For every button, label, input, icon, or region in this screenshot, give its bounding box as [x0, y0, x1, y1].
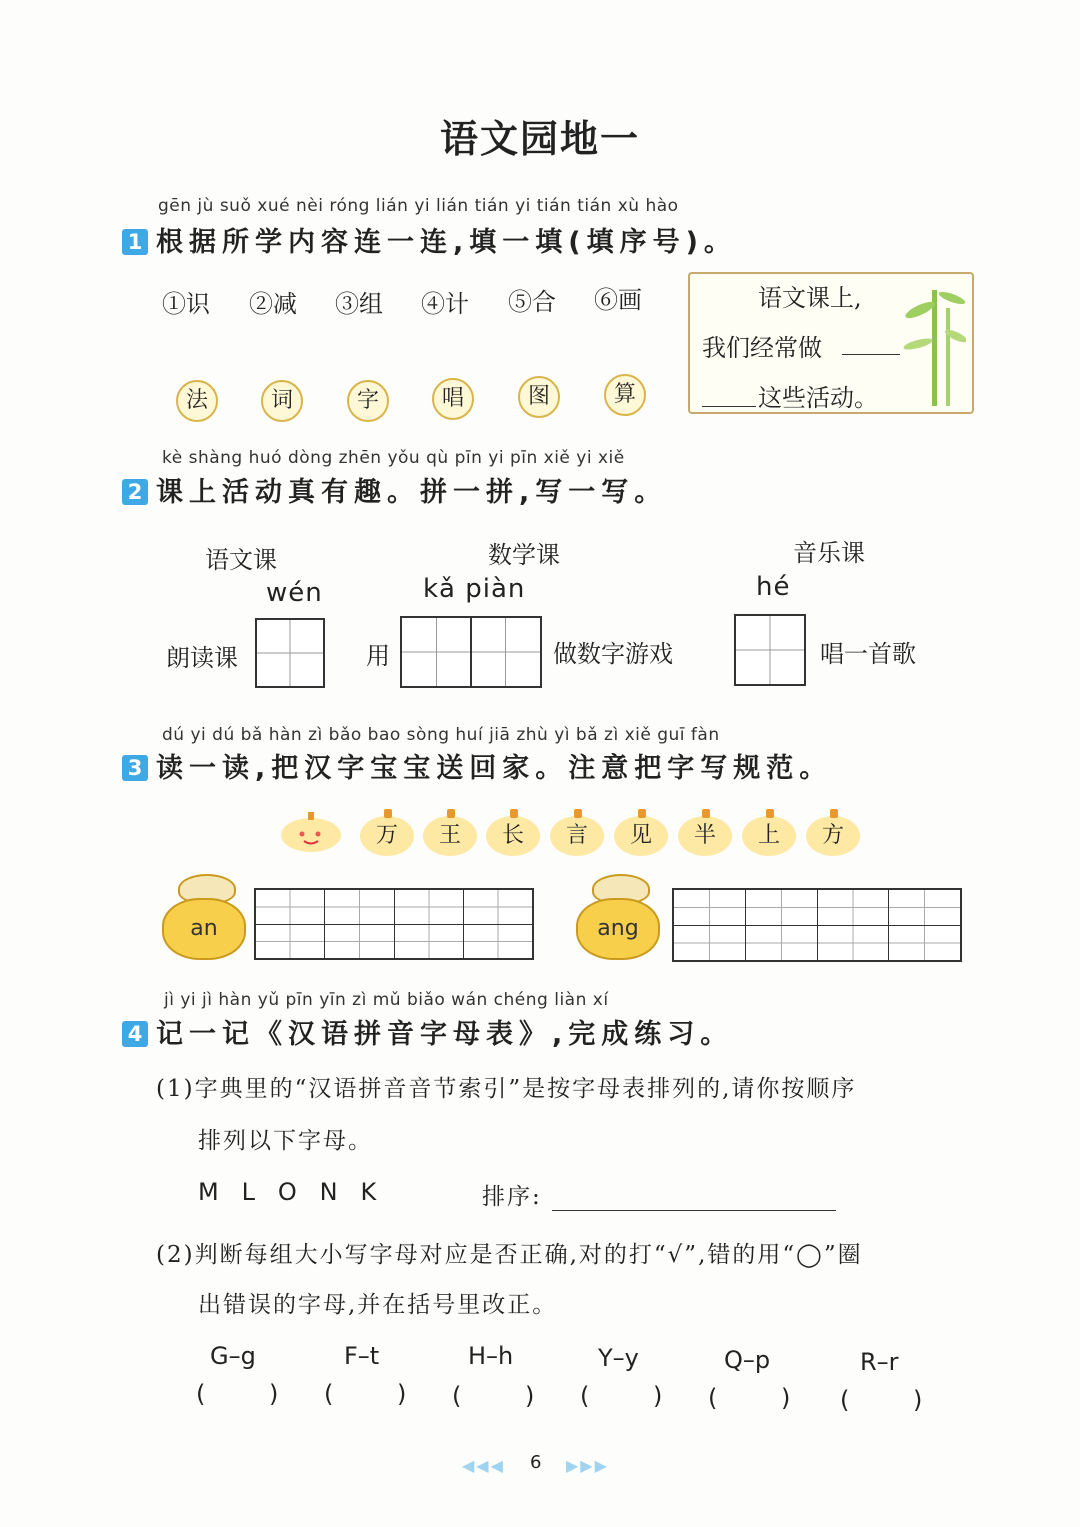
letter-pair: Q–p [724, 1346, 771, 1374]
q3-instruction [122, 746, 832, 785]
q4-part2-line2: 出错误的字母,并在括号里改正。 [198, 1292, 558, 1318]
writing-grid-kapian[interactable] [400, 616, 542, 688]
q2-pinyin: kè shàng huó dòng zhēn yǒu qù pīn yi pīn xiě yi xiě [162, 448, 625, 468]
char-leaf[interactable]: 方 [806, 816, 860, 856]
q1-circle-char[interactable]: 字 [347, 380, 389, 422]
answer-paren[interactable]: ( ) [708, 1384, 819, 1412]
letter-pair: F–t [344, 1342, 380, 1370]
pinyin-wen: wén [266, 578, 323, 608]
label-number-game: 做数字游戏 [553, 640, 673, 668]
q2-number: 2 [122, 479, 148, 505]
letter-pair: H–h [468, 1342, 514, 1370]
q4-pinyin: jì yi jì hàn yǔ pīn yīn zì mǔ biǎo wán chéng liàn xí [164, 990, 609, 1010]
answer-paren[interactable]: ( ) [452, 1382, 563, 1410]
q1-option-1: ①识 [162, 290, 210, 318]
char-leaf[interactable]: 王 [423, 816, 477, 856]
q4-part1-line2: 排列以下字母。 [198, 1128, 373, 1154]
q4-number: 4 [122, 1021, 148, 1047]
q1-option-2: ②减 [249, 290, 297, 318]
writing-grid-he[interactable] [734, 614, 806, 686]
footer-left-arrows-icon: ◀◀◀ [462, 1456, 505, 1475]
order-answer-line[interactable] [552, 1210, 836, 1211]
q4-part1-line1: (1)字典里的“汉语拼音音节索引”是按字母表排列的,请你按顺序 [156, 1076, 857, 1102]
q1-circle-char[interactable]: 算 [604, 374, 646, 416]
char-leaf[interactable]: 见 [614, 816, 668, 856]
q4-instruction [122, 1012, 733, 1051]
q4-text: 记一记《汉语拼音字母表》,完成练习。 [156, 1019, 734, 1050]
letter-pair: Y–y [598, 1344, 639, 1372]
q1-pinyin: gēn jù suǒ xué nèi róng lián yi lián tián yi tián tián xù hào [158, 196, 679, 216]
board-line-1: 语文课上, [758, 284, 862, 312]
char-leaf[interactable]: 上 [742, 816, 796, 856]
q3-pinyin: dú yi dú bǎ hàn zì bǎo bao sòng huí jiā zhù yì bǎ zì xiě guī fàn [162, 725, 720, 745]
q1-circle-char[interactable]: 图 [518, 376, 560, 418]
char-leaf[interactable]: 万 [360, 816, 414, 856]
q1-circle-char[interactable]: 法 [176, 380, 218, 422]
q1-option-6: ⑥画 [594, 286, 642, 314]
q1-text: 根据所学内容连一连,填一填(填序号)。 [156, 227, 737, 258]
q1-circle-char[interactable]: 词 [261, 380, 303, 422]
subject-music: 音乐课 [793, 539, 865, 567]
q1-circle-char[interactable]: 唱 [432, 378, 474, 420]
pinyin-he: hé [756, 572, 791, 602]
page-title: 语文园地一 [439, 117, 640, 161]
char-leaf[interactable]: 半 [678, 816, 732, 856]
answer-paren[interactable]: ( ) [196, 1380, 307, 1408]
letters-to-sort: M L O N K [198, 1178, 377, 1206]
board-line-2: 我们经常做 [702, 334, 822, 362]
subject-chinese: 语文课 [205, 546, 277, 574]
writing-grid-ang[interactable] [672, 888, 962, 962]
activity-board [688, 272, 974, 414]
char-leaf[interactable]: 言 [550, 816, 604, 856]
writing-grid-wen[interactable] [255, 618, 325, 688]
q1-option-5: ⑤合 [508, 288, 556, 316]
label-sing-song: 唱一首歌 [820, 640, 916, 668]
answer-paren[interactable]: ( ) [324, 1380, 435, 1408]
board-line-3: 这些活动。 [758, 384, 878, 412]
answer-paren[interactable]: ( ) [840, 1386, 951, 1414]
q3-text: 读一读,把汉字宝宝送回家。注意把字写规范。 [156, 753, 833, 784]
q2-text: 课上活动真有趣。拼一拼,写一写。 [156, 477, 668, 508]
q2-instruction [122, 470, 667, 509]
board-blank-2[interactable] [702, 406, 756, 407]
q1-option-4: ④计 [421, 290, 469, 318]
q4-part2-line1: (2)判断每组大小写字母对应是否正确,对的打“√”,错的用“◯”圈 [156, 1242, 863, 1268]
label-use: 用 [366, 642, 390, 670]
q1-number: 1 [122, 229, 148, 255]
pumpkin-an: an [162, 898, 246, 960]
order-label: 排序: [482, 1184, 542, 1210]
board-blank-1[interactable] [842, 354, 900, 355]
q3-number: 3 [122, 755, 148, 781]
letter-pair: G–g [210, 1342, 256, 1370]
page-number: 6 [530, 1452, 542, 1473]
letter-pair: R–r [860, 1348, 899, 1376]
q1-instruction [122, 220, 737, 259]
label-reading-class: 朗读课 [166, 644, 238, 672]
answer-paren[interactable]: ( ) [580, 1382, 691, 1410]
char-leaf[interactable]: 长 [486, 816, 540, 856]
pumpkin-head-icon [278, 810, 344, 854]
subject-math: 数学课 [488, 541, 560, 569]
pinyin-kapian: kǎ piàn [423, 574, 526, 604]
pumpkin-ang: ang [576, 898, 660, 960]
bamboo-icon [902, 280, 966, 408]
q1-option-3: ③组 [335, 290, 383, 318]
writing-grid-an[interactable] [254, 888, 534, 960]
footer-right-arrows-icon: ▶▶▶ [566, 1456, 609, 1475]
